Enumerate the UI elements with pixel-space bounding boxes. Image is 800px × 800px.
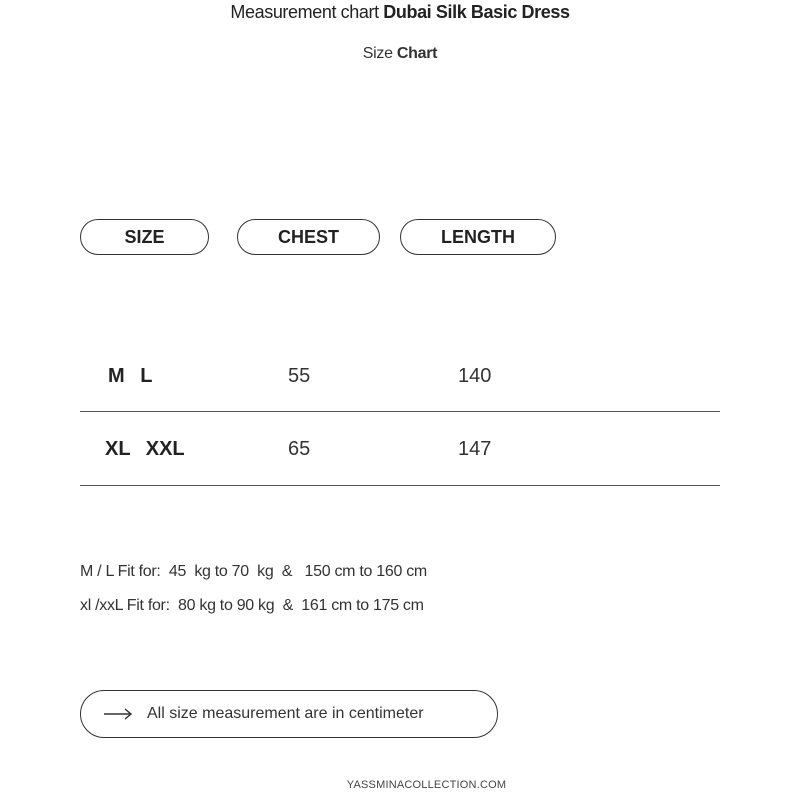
row-size: XL XXL [105,438,185,460]
fit-note-m-l: M / L Fit for: 45 kg to 70 kg & 150 cm to 160 cm [80,563,427,580]
measurement-note [80,690,498,738]
footer-site: YASSMINACOLLECTION.COM [346,779,507,791]
row-divider [80,411,720,412]
column-header-chest: CHEST [237,219,380,255]
row-chest: 55 [288,365,311,387]
title-product: Dubai Silk Basic Dress [383,2,570,22]
fit-note-xl-xxl: xl /xxL Fit for: 80 kg to 90 kg & 161 cm to 175 cm [80,597,424,614]
row-divider [80,485,720,486]
column-header-size: SIZE [80,219,209,255]
page-title [0,2,800,23]
note-text: All size measurement are in centimeter [147,705,424,722]
row-length: 140 [458,365,492,387]
row-size: M L [108,365,153,387]
subtitle-bold: Chart [396,45,438,62]
column-header-length: LENGTH [400,219,556,255]
title-prefix: Measurement chart [230,2,379,22]
subtitle-prefix: Size [362,45,393,62]
row-length: 147 [458,438,492,460]
row-chest: 65 [288,438,311,460]
arrow-right-icon [103,707,133,721]
page-subtitle [0,45,800,63]
